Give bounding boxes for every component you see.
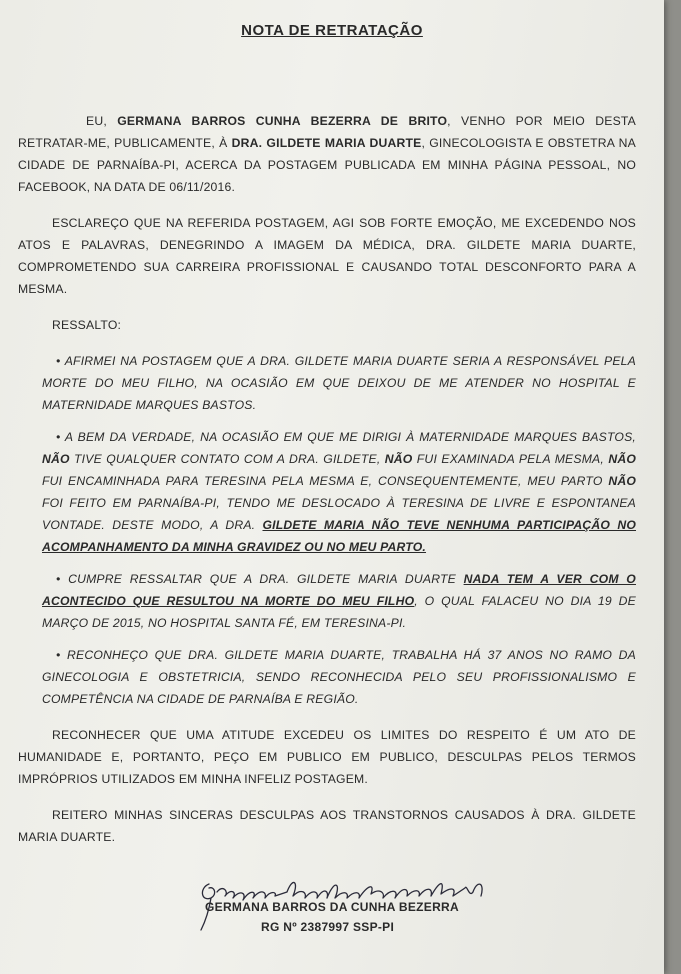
signature-block [195,862,515,942]
intro-text-c: , VENHO POR MEIO DESTA RETRATAR-ME, PUBLICAMENTE, À [18,114,636,150]
bullet3-a: • CUMPRE RESSALTAR QUE A DRA. GILDETE MARIA DUARTE [56,572,464,586]
bullet2-c: TIVE QUALQUER CONTATO COM A DRA. GILDETE, [69,452,385,466]
bullet-4: • RECONHEÇO QUE DRA. GILDETE MARIA DUARTE, TRABALHA HÁ 37 ANOS NO RAMO DA GINECOLOGIA E OBSTETRICIA, SENDO RECONHECIDA PELO SEU PROFISSIONALISMO E COMPETÊNCIA NA CIDADE DE PARNAÍBA E REGIÃO. [42,648,636,706]
intro-text-a: EU, [86,114,118,128]
intro-text-e: , GINECOLOGISTA E OBSTETRA NA CIDADE DE PARNAÍBA-PI, ACERCA DA POSTAGEM PUBLICADA EM MINHA PÁGINA PESSOAL, NO FACEBOOK, NA DATA DE 06/11/2016. [18,136,636,194]
bullet2-f: NÃO [608,452,636,466]
bullet2-b: NÃO [42,452,70,466]
document-title [0,22,664,39]
paragraph-intro [18,110,636,198]
bullet2-d: NÃO [384,452,413,466]
bullet-3 [18,568,636,634]
bullet3-c: , O QUAL FALACEU NO DIA 19 DE MARÇO DE 2015, NO HOSPITAL SANTA FÉ, EM TERESINA-PI. [42,594,636,630]
bullet2-i: FOI FEITO EM PARNAÍBA-PI, TENDO ME DESLOCADO À TERESINA DE LIVRE E ESPONTANEA VONTADE. DESTE MODO, A DRA. [42,496,636,532]
signatory-name: GERMANA BARROS DA CUNHA BEZERRA [205,900,459,914]
bullet2-e: FUI EXAMINADA PELA MESMA, [412,452,609,466]
bullet2-a: • A BEM DA VERDADE, NA OCASIÃO EM QUE ME DIRIGI À MATERNIDADE MARQUES BASTOS, [56,430,636,444]
bullet2-h: NÃO [608,474,636,488]
bullet-2 [18,426,636,558]
bullet3-b: NADA TEM A VER COM O ACONTECIDO QUE RESULTOU NA MORTE DO MEU FILHO [42,572,636,608]
title-text: NOTA DE RETRATAÇÃO [241,22,423,39]
ressalto-heading: RESSALTO: [52,318,122,332]
paragraph-apology: REITERO MINHAS SINCERAS DESCULPAS AOS TRANSTORNOS CAUSADOS À DRA. GILDETE MARIA DUARTE. [18,808,636,844]
document-body [18,110,636,848]
paragraph-recognition: RECONHECER QUE UMA ATITUDE EXCEDEU OS LIMITES DO RESPEITO É UM ATO DE HUMANIDADE E, PORTANTO, PEÇO EM PUBLICO EM PUBLICO, DESCULPAS PELOS TERMOS IMPRÓPRIOS UTILIZADOS EM MINHA INFELIZ POSTAGEM. [18,728,636,786]
signatory-rg: RG Nº 2387997 SSP-PI [261,920,395,934]
bullet2-g: FUI ENCAMINHADA PARA TERESINA PELA MESMA E, CONSEQUENTEMENTE, MEU PARTO [42,474,609,488]
doctor-name: DRA. GILDETE MARIA DUARTE [231,136,422,150]
bullet-1: • AFIRMEI NA POSTAGEM QUE A DRA. GILDETE MARIA DUARTE SERIA A RESPONSÁVEL PELA MORTE DO MEU FILHO, NA OCASIÃO EM QUE DEIXOU DE ME ATENDER NO HOSPITAL E MATERNIDADE MARQUES BASTOS. [42,354,636,412]
paragraph-clarification: ESCLAREÇO QUE NA REFERIDA POSTAGEM, AGI SOB FORTE EMOÇÃO, ME EXCEDENDO NOS ATOS E PALAVRAS, DENEGRINDO A IMAGEM DA MÉDICA, DRA. GILDETE MARIA DUARTE, COMPROMETENDO SUA CARREIRA PROFISSIONAL E CAUSANDO TOTAL DESCONFORTO PARA A MESMA. [18,216,636,296]
bullet2-j: GILDETE MARIA NÃO TEVE NENHUMA PARTICIPAÇÃO NO ACOMPANHAMENTO DA MINHA GRAVIDEZ OU NO MEU PARTO. [42,518,636,554]
author-name: GERMANA BARROS CUNHA BEZERRA DE BRITO [117,114,448,128]
